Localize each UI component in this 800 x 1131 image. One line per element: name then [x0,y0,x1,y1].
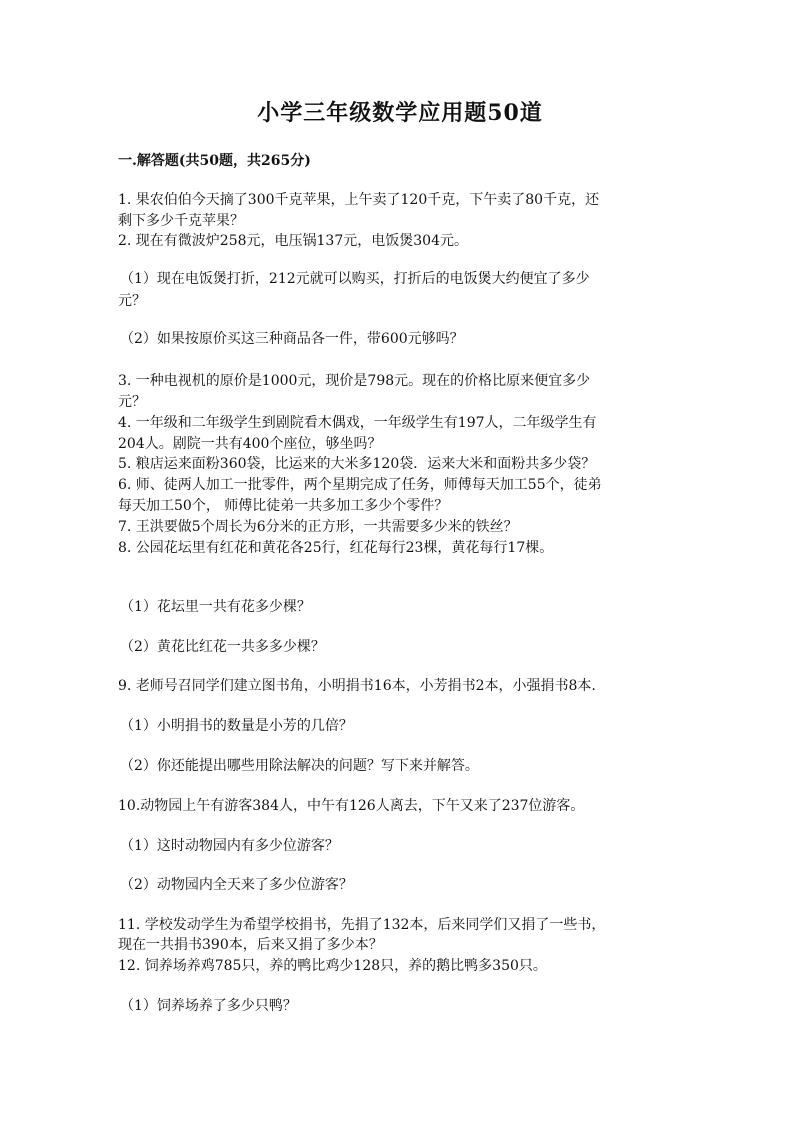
section-heading: 一.解答题(共50题，共265分) [118,153,311,169]
question-1-line-2: 剩下多少千克苹果？ [118,213,244,229]
question-9-sub-1: （1）小明捐书的数量是小芳的几倍？ [120,718,353,734]
question-1-line-1: 1. 果农伯伯今天摘了300千克苹果，上午卖了120千克，下午卖了80千克，还 [118,192,600,208]
question-5: 5. 粮店运来面粉360袋，比运来的大米多120袋．运来大米和面粉共多少袋？ [118,456,596,472]
question-3-line-1: 3. 一种电视机的原价是1000元，现价是798元。现在的价格比原来便宜多少 [118,373,591,389]
question-3-line-2: 元？ [118,394,146,410]
question-2-sub-2: （2）如果按原价买这三种商品各一件，带600元够吗？ [120,331,464,347]
question-6-line-2: 每天加工50个， 师傅比徒弟一共多加工多少个零件？ [118,498,449,514]
question-10-sub-2: （2）动物园内全天来了多少位游客？ [120,877,353,893]
question-12-stem: 12. 饲养场养鸡785只，养的鸭比鸡少128只，养的鹅比鸭多350只。 [118,958,547,974]
question-8-sub-1: （1）花坛里一共有花多少棵？ [120,599,311,615]
page-title: 小学三年级数学应用题50道 [257,100,543,126]
question-11-line-1: 11. 学校发动学生为希望学校捐书，先捐了132本，后来同学们又捐了一些书， [118,917,606,933]
question-12-sub-1: （1）饲养场养了多少只鸭？ [120,998,297,1014]
question-7: 7. 王洪要做5个周长为6分米的正方形，一共需要多少米的铁丝？ [118,519,518,535]
question-8-sub-2: （2）黄花比红花一共多多少棵？ [120,639,325,655]
question-4-line-2: 204人。剧院一共有400个座位，够坐吗？ [118,436,382,452]
question-10-sub-1: （1）这时动物园内有多少位游客？ [120,838,339,854]
question-11-line-2: 现在一共捐书390本，后来又捐了多少本？ [118,937,383,953]
question-6-line-1: 6. 师、徒两人加工一批零件，两个星期完成了任务，师傅每天加工55个，徒弟 [118,477,602,493]
question-8-stem: 8. 公园花坛里有红花和黄花各25行，红花每行23棵，黄花每行17棵。 [118,540,554,556]
question-9-sub-2: （2）你还能提出哪些用除法解决的问题？写下来并解答。 [120,758,479,774]
question-9-stem: 9. 老师号召同学们建立图书角，小明捐书16本，小芳捐书2本，小强捐书8本. [118,678,596,694]
question-10-stem: 10.动物园上午有游客384人，中午有126人离去，下午又来了237位游客。 [118,798,585,814]
question-2-sub-1-line-1: （1）现在电饭煲打折，212元就可以购买，打折后的电饭煲大约便宜了多少 [120,271,590,287]
question-4-line-1: 4. 一年级和二年级学生到剧院看木偶戏，一年级学生有197人，二年级学生有 [118,415,597,431]
question-2-stem: 2. 现在有微波炉258元，电压锅137元，电饭煲304元。 [118,233,468,249]
question-2-sub-1-line-2: 元？ [118,293,146,309]
